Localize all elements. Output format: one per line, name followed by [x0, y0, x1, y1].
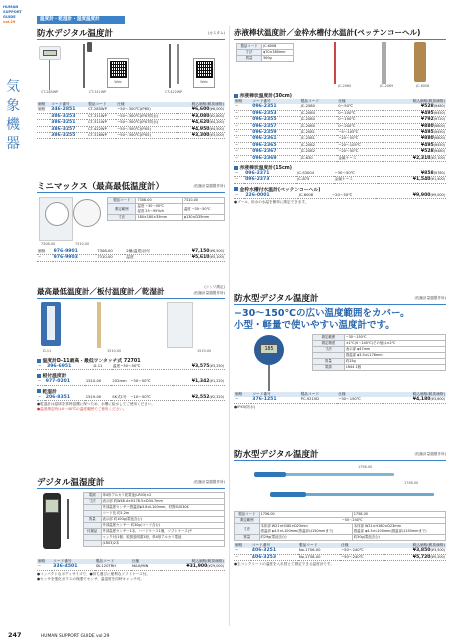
logo-line-3: GUIDE [3, 15, 16, 19]
table-row[interactable]: − 226-0001 JC-6008 −20〜50℃ ¥9,900(¥9,000) [235, 192, 445, 198]
table-row[interactable]: − 096-2359 JC-2081 −5〜105℃ ¥495(¥450) [235, 130, 445, 136]
table-row[interactable]: − 396-6951 D-11 温度−30〜50℃ ¥3,575(¥3,250) [38, 364, 224, 369]
table-row[interactable]: − 976-9903 7310-00 温度 ¥5,610(¥5,100) [38, 255, 224, 261]
label-1758: 1758-00 [404, 481, 419, 485]
label-1519: 1519-00 [197, 349, 212, 353]
section-waterproof-digital-thermometer [37, 27, 225, 139]
title-rule [234, 304, 446, 305]
label-285wp: CT-285WP [41, 90, 59, 94]
price-table [37, 102, 225, 139]
catch-copy-2: 小型・軽量で使いやすい温度計です。 [234, 320, 395, 331]
section-title: 赤液棒状温度計／金枠水槽付水温計(ペッテンコーヘル) [234, 28, 421, 37]
external-sensor-image [67, 499, 69, 539]
price-table [37, 395, 225, 401]
note: ●IPX5(防水) [234, 404, 256, 409]
maker-name: (佐藤計量器製作所) [193, 184, 225, 188]
col-product-code: 製品コード [87, 102, 116, 107]
qr-code-block-2[interactable] [193, 58, 215, 88]
label-7310: 7310-00 [75, 242, 90, 246]
table-row[interactable]: − 206-8351 1519-00 SK式1号 −10〜50℃ ¥2,552(¥2,320) [38, 394, 224, 400]
qr-code-block-1[interactable] [107, 58, 129, 88]
maker-name: (シンワ測定) [204, 285, 225, 289]
section-waterproof-digital-thermometer-2 [234, 292, 446, 410]
spec-table: 電源 単4形アルカリ乾電池(LR03)×2 寸法 表示部 約W48.4×H178.5×D34.7mm 外部温度センサー感温部φ3.8×L100mm、材質SUS304 コード長 約1.2m 質量 表示部 約100g(電池含む) 外部温度センサー 約30g(コード含む) 付属品 外部温度センサー1本、ハードケース1個、ソフトケース(チ ャック付)1個、取扱説明書1冊、単4形アルカリ電池 (LR03)2本 [83, 492, 225, 547]
section-title: 最高最低温度計／板付温度計／乾湿計 [37, 287, 165, 296]
label-311wp: CT-311WP [89, 90, 107, 94]
thermometer-311-image [83, 44, 85, 88]
table-row[interactable]: 386-3257 CT-422WP −50〜300℃(IPX5) ¥4,950(¥4,500) [37, 126, 225, 132]
sub-heading-15cm: 赤液棒状温度計(15cm) [234, 164, 446, 171]
spec-table: 製品コード JC-6008 寸法 φ70×380mm 質量 300g [236, 43, 294, 62]
price-table: 価格 コード番号 製品コード 仕様 税込価格(税抜価格) − 406-3251 No.1756-00 −50〜240℃ ¥3,850(¥3,500) − 406-3253 No.1758-00 −50〜240℃ ¥5,720(¥5,200) [235, 543, 445, 560]
col-mark: 価格 [37, 102, 50, 107]
dial-icon [45, 202, 69, 226]
logo-volume: vol.29 [3, 20, 16, 24]
table-row[interactable]: − 336-4501 SK-120TRH MAX/MIN ¥31,900(¥29,000) [38, 564, 224, 570]
section-max-min-board-psychrometer [37, 286, 225, 412]
table-row[interactable]: − 096-2369 JC-630 金属ケース ¥2,310(¥2,100) [235, 155, 445, 161]
thermometer-311-head [87, 42, 92, 52]
board-thermometer-image [97, 302, 101, 348]
maker-name-2: (佐藤計量器製作所) [193, 291, 225, 295]
col-price: 税込価格(税抜価格) [177, 102, 225, 107]
section-red-liquid-thermometer [234, 27, 446, 205]
thermometer-422-image [169, 44, 171, 88]
note: ●生コンクリートの温度を入れ替えて測定できる温度計です。 [234, 562, 334, 567]
label-1510: 1510-00 [107, 349, 122, 353]
price-table [37, 364, 225, 370]
label-jc2060: JC-2060 [338, 84, 352, 88]
table-row[interactable]: − 096-2351 JC-2080 0〜50℃ ¥528(¥480) [235, 104, 445, 110]
section-minimax-thermometer [37, 180, 225, 262]
thermometer-1756-body [254, 472, 286, 477]
table-row[interactable]: − 096-2357 JC-2080 0〜200℃ ¥880(¥800) [235, 123, 445, 129]
web-label: Web [114, 80, 122, 84]
table-row[interactable]: − 406-3253 No.1758-00 −50〜240℃ ¥5,720(¥5,200) [235, 554, 445, 560]
table-row[interactable]: − 096-2355 JC-2080 0〜150℃ ¥792(¥720) [235, 117, 445, 123]
catalog-name: HUMAN SUPPORT GUIDE vol.29 [40, 634, 110, 639]
spec-table: 製品コード 7308-00 7310-00 測定範囲 温度 −30〜50℃ 湿度 25〜95%rh 温度 −30〜50℃ 寸法 180×180×35mm φ130×D35mm [107, 197, 225, 221]
label-422wp: CT-422WP [165, 90, 183, 94]
logo-line-1: HUMAN [3, 5, 19, 9]
lcd-display [45, 499, 59, 513]
qr-code-icon [110, 61, 127, 78]
maker-name: (カスタム) [207, 31, 225, 35]
jc2065-image [382, 42, 386, 84]
price-table: 価格 コード番号 製品コード 仕様 税込価格(税抜価格) − 376-1251 PC-9215D −30〜150℃ ¥4,180(¥3,800) [235, 392, 445, 403]
probe-image [268, 365, 270, 391]
lcd-display [43, 50, 57, 56]
thermometer-285-image [39, 46, 61, 60]
note: ●ブール、用水の水温を簡単に測定できます。 [234, 200, 309, 205]
table-row[interactable]: − 096-2367 JC-2082 −20〜50℃ ¥528(¥480) [235, 149, 445, 155]
thermometer-1756-image [284, 473, 394, 476]
thermometer-1758-image [304, 493, 434, 496]
label-7308: 7308-00 [41, 242, 56, 246]
minimax-7310-image [73, 199, 101, 227]
column-divider [229, 26, 230, 626]
sub-heading-board: 板付温度計 [37, 372, 225, 379]
section-title: 防水型デジタル温度計 [234, 450, 319, 460]
section-title: ミニマックス（最高最低温度計） [37, 182, 165, 192]
note-warning: ●温度測定時は0〜40℃の温度範囲でご使用ください。 [37, 407, 127, 412]
table-row[interactable]: − 096-2365 JC-2082 −20〜105℃ ¥495(¥450) [235, 142, 445, 148]
sub-heading-pettenkofer: 金枠水槽付水温計(ペッテンコーヘル) [234, 186, 446, 193]
price-table [37, 249, 225, 262]
section-title: 防水デジタル温度計 [37, 29, 113, 39]
table-row[interactable]: − 096-2373 JC-875 金属ケース ¥1,540(¥1,400) [235, 177, 445, 183]
thermometer-316-image [177, 44, 179, 84]
table-row[interactable]: 価格 976-9901 7308-00 2種(温度)計付 ¥7,150(¥6,500) [38, 249, 224, 254]
psychrometer-image [167, 302, 193, 348]
maker-name: (佐藤計量器製作所) [193, 480, 225, 484]
table-row[interactable]: 価格 346-2851 CT-285WP −50〜300℃(IP65) ¥6,600(¥6,000) [38, 107, 224, 113]
spec-table: 製品コード 1756-00 1758-00 測定範囲 −50〜240℃ 寸法 本体部 W21×H180×D23mm 感温部 φ4.5×L100mm(感温部は150mmまで) 本体部 W21×H180×D23mm 感温部 φ4.5×L100mm(感温部は150mmまで) 質量 約29g(電池含む) 約30g(電池含む) [234, 511, 446, 541]
catalog-logo [3, 5, 33, 25]
spec-table: 測定範囲 −30〜150℃ 測定精度 ±1℃(0〜140℃)その他は±2℃ 寸法 表示部 φ47mm 感温部 φ3.5×L176mm 質量 約25g 電源 LR44 1個 [312, 334, 446, 371]
qr-code-icon [196, 61, 213, 78]
logo-line-2: SUPPORT [3, 10, 22, 14]
table-row[interactable]: − 977-0201 1510-00 252mm −30〜50℃ ¥1,342(¥1,220) [38, 379, 224, 385]
sub-heading-d11: 温度計D-11最高・最低ワンタッチ式 72701 [37, 357, 225, 364]
lcd-display: 185 [260, 344, 278, 354]
sk120trh-image [43, 493, 61, 549]
table-row[interactable]: − 096-2361 JC-2081 −20〜50℃ ¥880(¥800) [235, 136, 445, 142]
table-row[interactable]: − 096-2353 JC-2080 0〜100℃ ¥495(¥450) [235, 110, 445, 116]
section-title: デジタル温湿度計 [37, 478, 105, 488]
price-table [234, 171, 446, 184]
jc2060-image [334, 42, 336, 84]
table-row[interactable]: − 376-1251 PC-9215D −30〜150℃ ¥4,180(¥3,800) [235, 397, 445, 403]
price-table [37, 379, 225, 385]
label-jc2065: JC-2065 [380, 84, 394, 88]
probe-image [49, 60, 50, 90]
table-row[interactable]: − 406-3251 No.1756-00 −50〜240℃ ¥3,850(¥3,500) [235, 548, 445, 554]
note: ●乾湿計は湿球を常時湿潤に保つため、水槽に給水してご使用ください。 [37, 402, 155, 407]
section-title: 防水型デジタル温度計 [234, 294, 319, 304]
category-sidebar: 気象機器 [6, 79, 20, 152]
table-row[interactable]: 386-3251 CT-311WP −50〜300℃(IPX7防水) ¥4,620(¥4,200) [37, 120, 225, 126]
pc9215d-image [254, 335, 284, 365]
catch-copy-1: −30〜150℃の広い温度範囲をカバー。 [234, 308, 410, 319]
minimax-7308-image [39, 197, 73, 241]
table-row[interactable]: − 096-2371 JC-S3004 −30〜50℃ ¥858(¥780) [235, 171, 445, 177]
label-jc6008: JC-6008 [416, 84, 430, 88]
web-label: Web [200, 80, 208, 84]
table-row[interactable]: 386-3253 CT-311WP −50〜300℃(IPX7防水) ¥3,080(¥2,800) [37, 113, 225, 119]
d11-thermometer-image [41, 302, 61, 346]
label-1756: 1756-00 [358, 465, 373, 469]
note: ●センサを強化ガラスの保護でセンサ、温湿度を同時キャッチ可。 [37, 576, 144, 581]
sub-heading-30cm: 赤液棒状温度計(30cm) [234, 92, 446, 99]
sub-heading-psychrometer: 乾湿計 [37, 388, 225, 395]
page-number: 247 [8, 631, 22, 639]
jc6008-image [414, 42, 426, 82]
table-row[interactable]: 386-3255 CT-316WP −50〜300℃(IPX5) ¥3,300(¥3,000) [37, 133, 225, 139]
col-spec: 仕様 [116, 102, 177, 107]
note: ●コンパクトなボディサイズで、●持ち運びに便利なソフトケース付。 [37, 571, 150, 576]
maker-name: (佐藤計量器製作所) [414, 296, 446, 300]
price-table [234, 193, 446, 199]
label-d11: D-11 [43, 349, 52, 353]
thermometer-1758-body [270, 492, 306, 497]
section-waterproof-digital-thermometer-3 [234, 448, 446, 567]
category-header-bar: 温度計・乾湿計・湿度温度計 [37, 16, 125, 24]
page-footer [8, 631, 109, 639]
price-table: 価格 コード番号 製品コード 仕様 税込価格(税抜価格) − 096-2351 JC-2080 0〜50℃ ¥528(¥480) − 096-2353 JC-2080 0〜100℃ ¥495(¥450) − 096-2355 JC-2080 0〜150℃ ¥792(¥720) − 096-2357 JC-2080 0〜200℃ ¥880(¥800) − 096-2359 JC-2081 −5〜105℃ ¥495(¥450) − 096-2361 JC-2081 −20〜50℃ ¥880(¥800) − 096-2365 JC-2082 −20〜105℃ ¥495(¥450) − 096-2367 JC-2082 −20〜50℃ ¥528(¥480) − 096-2369 JC-630 金属ケース ¥2,310(¥2,100) [235, 99, 445, 161]
maker-name: (佐藤計量器製作所) [414, 452, 446, 456]
col-code: コード番号 [50, 102, 87, 107]
section-digital-thermohygrometer [37, 476, 225, 582]
price-table: 価格 コード番号 製品コード 仕様 税込価格(税抜価格) − 336-4501 SK-120TRH MAX/MIN ¥31,900(¥29,000) [38, 559, 224, 570]
product-images [37, 40, 225, 102]
